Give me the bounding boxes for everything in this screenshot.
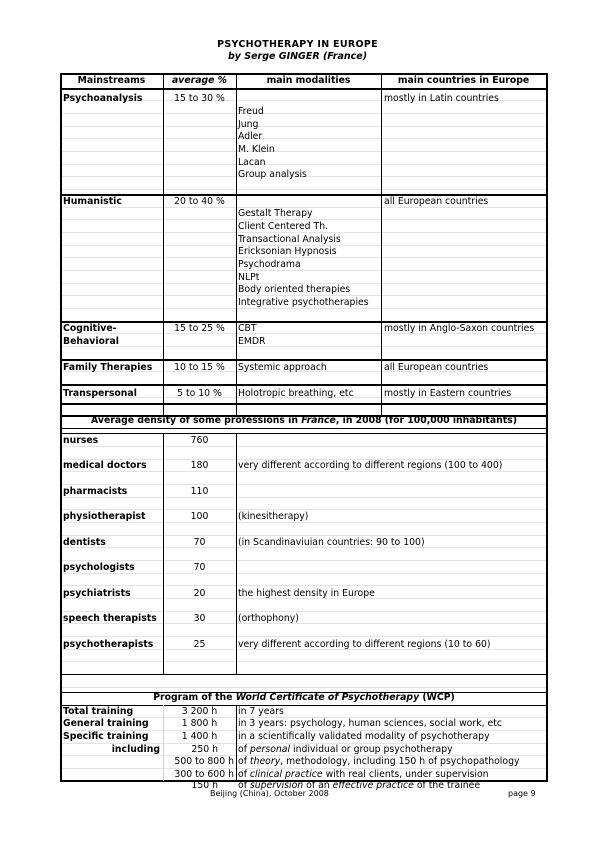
modality-item: Lacan: [238, 157, 266, 168]
wcp-label: including: [111, 744, 160, 755]
modality-item: CBT: [238, 323, 257, 334]
mainstream-cognitive: Cognitive-: [63, 323, 117, 334]
wcp-label: Total training: [63, 706, 134, 717]
wcp-heading: Program of the World Certificate of Psychotherapy (WCP): [153, 692, 455, 703]
wcp-label: General training: [63, 718, 149, 729]
profession-label: psychologists: [63, 562, 135, 573]
pct-family: 10 to 15 %: [174, 362, 225, 373]
wcp-label: Specific training: [63, 731, 149, 742]
mainstream-psychoanalysis: Psychoanalysis: [63, 93, 143, 104]
profession-value: 180: [190, 460, 209, 471]
modality-item: NLPt: [238, 272, 260, 283]
profession-label: speech therapists: [63, 613, 157, 624]
pct-transpersonal: 5 to 10 %: [177, 388, 222, 399]
wcp-desc: of theory, methodology, including 150 h of psychopathology: [238, 756, 520, 767]
profession-value: 30: [193, 613, 206, 624]
profession-label: medical doctors: [63, 460, 147, 471]
wcp-hours: 500 to 800 h: [174, 756, 234, 767]
profession-value: 20: [193, 588, 206, 599]
profession-note: (orthophony): [238, 613, 299, 624]
modality-item: EMDR: [238, 336, 266, 347]
wcp-desc: of personal individual or group psychotherapy: [238, 744, 453, 755]
page-subtitle: by Serge GINGER (France): [227, 51, 368, 62]
profession-label: dentists: [63, 537, 106, 548]
profession-value: 25: [193, 639, 206, 650]
modality-item: Freud: [238, 106, 264, 117]
modality-item: Integrative psychotherapies: [238, 297, 369, 308]
wcp-hours: 300 to 600 h: [174, 769, 234, 780]
profession-value: 100: [190, 511, 209, 522]
modality-item: Gestalt Therapy: [238, 208, 313, 219]
countries-psychoanalysis: mostly in Latin countries: [384, 93, 499, 104]
wcp-hours: 1 400 h: [181, 731, 218, 742]
profession-note: (kinesitherapy): [238, 511, 309, 522]
profession-value: 760: [190, 435, 209, 446]
countries-family: all European countries: [384, 362, 489, 373]
profession-value: 110: [190, 486, 209, 497]
profession-label: nurses: [63, 435, 99, 446]
mainstream-transpersonal: Transpersonal: [63, 388, 137, 399]
countries-transpersonal: mostly in Eastern countries: [384, 388, 512, 399]
modality-item: Psychodrama: [238, 259, 301, 270]
modality-item: Group analysis: [238, 169, 307, 180]
wcp-desc: in a scientifically validated modality of psychotherapy: [238, 731, 490, 742]
countries-humanistic: all European countries: [384, 196, 489, 207]
modality-item: Systemic approach: [238, 362, 327, 373]
modality-item: Body oriented therapies: [238, 284, 351, 295]
profession-note: very different according to different regions (100 to 400): [238, 460, 503, 471]
modality-item: Jung: [238, 119, 259, 130]
profession-note: the highest density in Europe: [238, 588, 375, 599]
footer-page: page 9: [508, 789, 536, 798]
pct-psychoanalysis: 15 to 30 %: [174, 93, 225, 104]
pct-humanistic: 20 to 40 %: [174, 196, 225, 207]
pct-cognitive: 15 to 25 %: [174, 323, 225, 334]
countries-cognitive: mostly in Anglo-Saxon countries: [384, 323, 535, 334]
spreadsheet-table: [60, 73, 548, 791]
wcp-desc: in 3 years: psychology, human sciences, social work, etc: [238, 718, 502, 729]
wcp-hours: 3 200 h: [181, 706, 218, 717]
footer-place: Beijing (China), October 2008: [210, 789, 329, 798]
modality-item: Adler: [238, 131, 263, 142]
modality-item: Holotropic breathing, etc: [238, 388, 354, 399]
wcp-desc: in 7 years: [238, 706, 284, 717]
header-countries: main countries in Europe: [397, 75, 530, 86]
wcp-hours: 1 800 h: [181, 718, 218, 729]
wcp-hours: 150 h: [191, 780, 218, 791]
wcp-desc: of supervision of an effective practice of the trainee: [238, 780, 481, 791]
profession-note: (in Scandinaviuian countries: 90 to 100): [238, 537, 425, 548]
page-title: PSYCHOTHERAPY IN EUROPE: [217, 39, 378, 50]
profession-value: 70: [193, 562, 206, 573]
header-average: average %: [171, 75, 227, 86]
profession-value: 70: [193, 537, 206, 548]
modality-item: Ericksonian Hypnosis: [238, 246, 337, 257]
mainstream-humanistic: Humanistic: [63, 196, 122, 207]
profession-label: physiotherapist: [63, 511, 146, 522]
profession-label: pharmacists: [63, 486, 128, 497]
mainstream-family: Family Therapies: [63, 362, 153, 373]
modality-item: Client Centered Th.: [238, 221, 329, 232]
modality-item: Transactional Analysis: [238, 234, 341, 245]
modality-item: M. Klein: [238, 144, 275, 155]
header-modalities: main modalities: [266, 75, 351, 86]
header-mainstreams: Mainstreams: [77, 75, 146, 86]
wcp-desc: of clinical practice with real clients, under supervision: [238, 769, 489, 780]
profession-label: psychiatrists: [63, 588, 131, 599]
density-heading: Average density of some professions in France, in 2008 (for 100,000 inhabitants): [91, 415, 517, 426]
profession-note: very different according to different regions (10 to 60): [238, 639, 491, 650]
wcp-hours: 250 h: [191, 744, 218, 755]
mainstream-behavioral: Behavioral: [63, 336, 119, 347]
profession-label: psychotherapists: [63, 639, 154, 650]
